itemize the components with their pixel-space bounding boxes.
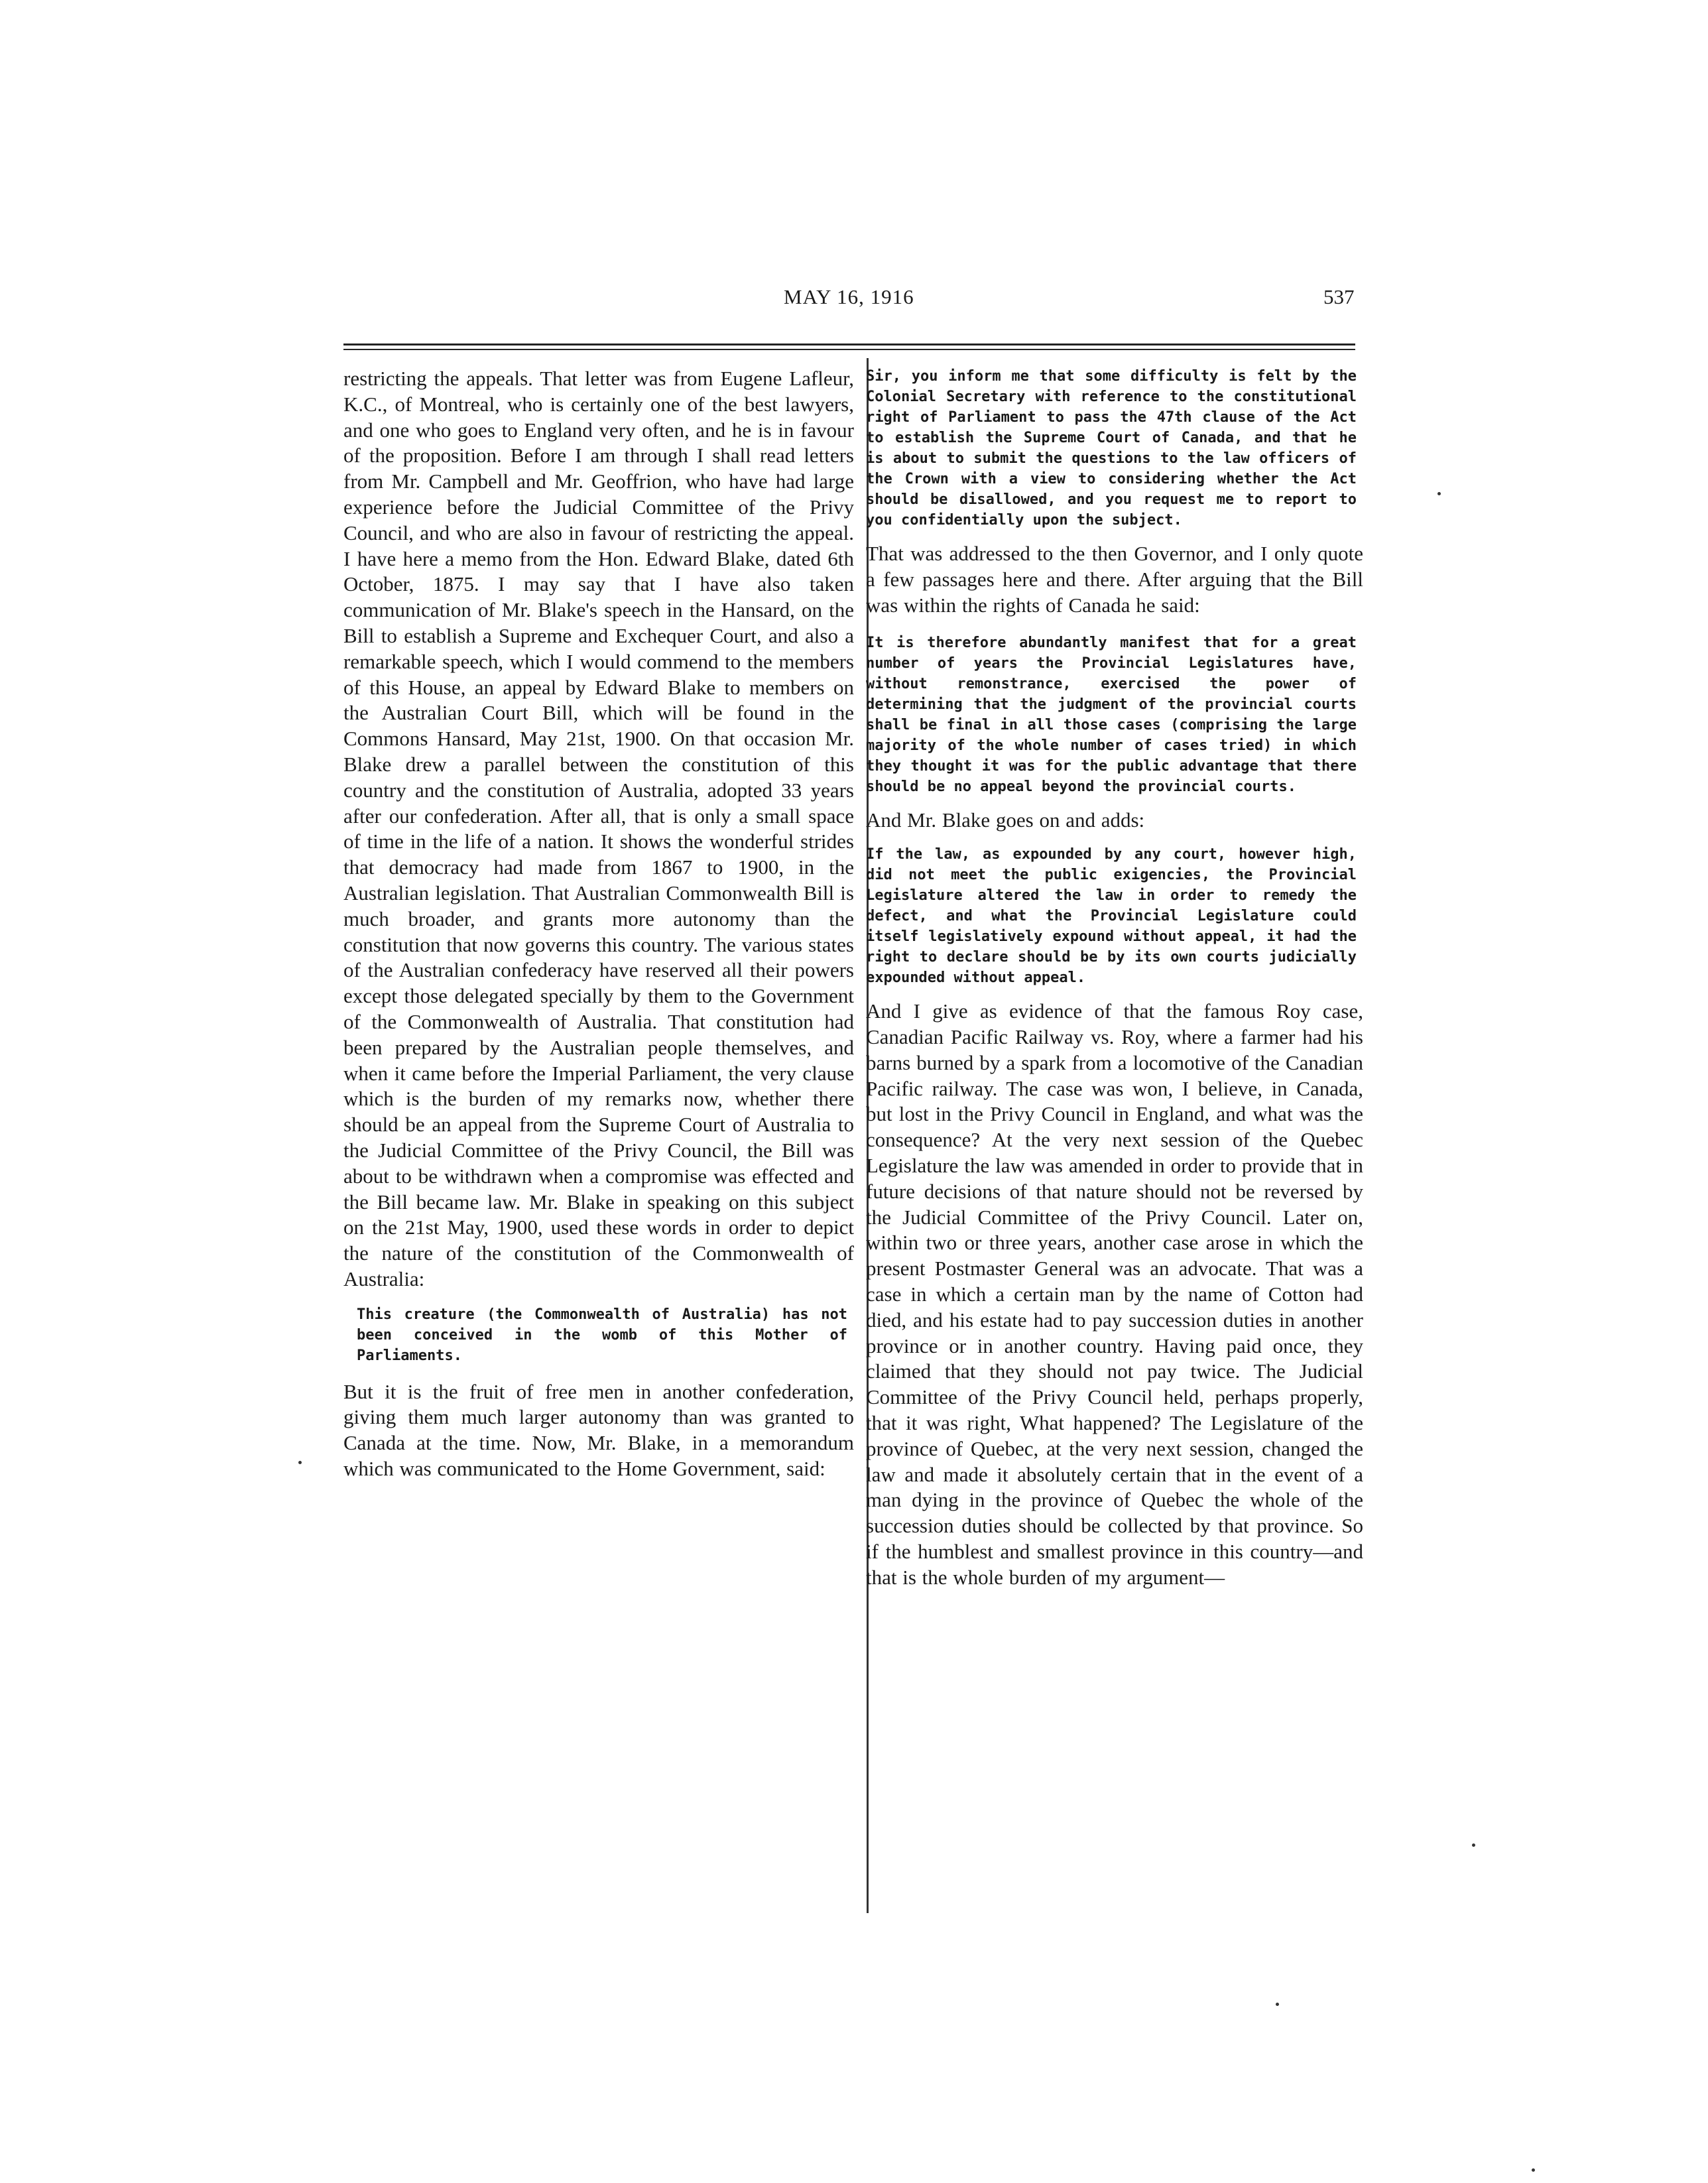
block-quote: Sir, you inform me that some difficulty is felt by the Colonial Secretary with reference to the constitutional right of Parliament to pass the 47th clause of the Act to establish the Supreme Court of Canada, and that he is about to submit the questions to the law officers of the Crown with a view to considering whether the Act should be disallowed, and you request me to report to you confidentially upon the subject.	[866, 368, 1357, 529]
page-date: MAY 16, 1916	[784, 285, 914, 308]
right-column	[866, 366, 1363, 1591]
scan-speck	[1437, 492, 1441, 495]
body-paragraph: And I give as evidence of that the famous Roy case, Canadian Pacific Railway vs. Roy, where a farmer had his barns burned by a spark from a locomotive of the Canadian Pacific railway. The case was won, I believe, in Canada, but lost in the Privy Council in England, and what was the consequence? At the very next session of the Quebec Legislature the law was amended in order to provide that in future decisions of that nature should not be reversed by the Judicial Committee of the Privy Council. Later on, within two or three years, another case arose in which the present Postmaster General was an advocate. That was a case in which a certain man by the name of Cotton had died, and his estate had to pay succession duties in another province or in another country. Having paid once, they claimed that they should not pay twice. The Judicial Committee of the Privy Council held, perhaps properly, that it was right, What happened? The Legislature of the province of Quebec, at the very next session, changed the law and made it absolutely certain that in the event of a man dying in the province of Quebec the whole of the succession duties should be collected by that province. So if the humblest and smallest province in this country—and that is the whole burden of my argument—	[866, 999, 1363, 1589]
body-paragraph: restricting the appeals. That letter was from Eugene Lafleur, K.C., of Montreal, who is certainly one of the best lawyers, and one who goes to England very often, and he is in favour of the proposition. Before I am through I shall read letters from Mr. Campbell and Mr. Geoffrion, who have had large experience before the Judicial Committee of the Privy Council, and who are also in favour of restricting the appeal. I have here a memo from the Hon. Edward Blake, dated 6th October, 1875. I may say that I have also taken communication of Mr. Blake's speech in the Hansard, on the Bill to establish a Supreme and Exchequer Court, and also a remarkable speech, which I would commend to the members of this House, an appeal by Edward Blake to members on the Australian Court Bill, which will be found in the Commons Hansard, May 21st, 1900. On that occasion Mr. Blake drew a parallel between the constitution of this country and the constitution of Australia, adopted 33 years after our confederation. After all, that is only a small space of time in the life of a nation. It shows the wonderful strides that democracy had made from 1867 to 1900, in the Australian legislation. That Australian Commonwealth Bill is much broader, and grants more autonomy than the constitution that now governs this country. The various states of the Australian confederacy have reserved all their powers except those delegated specially by them to the Government of the Commonwealth of Australia. That constitution had been prepared by the Australian people themselves, and when it came before the Imperial Parliament, the very clause which is the burden of my remarks now, whether there should be an appeal from the Supreme Court of Australia to the Judicial Committee of the Privy Council, the Bill was about to be withdrawn when a compromise was effected and the Bill became law. Mr. Blake in speaking on this subject on the 21st May, 1900, used these words in order to depict the nature of the constitution of the Commonwealth of Australia:	[343, 367, 854, 1290]
block-quote: It is therefore abundantly manifest that for a great number of years the Provincial Legislatures have, without remonstrance, exercised the power of determining that the judgment of the provincial courts shall be final in all those cases (comprising the large majority of the whole number of cases tried) in which they thought it was for the public advantage that there should be no appeal beyond the provincial courts.	[866, 635, 1357, 796]
header-rule	[343, 343, 1355, 350]
page-number: 537	[1323, 285, 1355, 308]
block-quote: If the law, as expounded by any court, however high, did not meet the public exigencies, the Provincial Legislature altered the law in order to remedy the defect, and what the Provincial Legislature could itself legislatively expound without appeal, it had the right to declare should be by its own courts judicially expounded without appeal.	[866, 846, 1357, 987]
body-paragraph: That was addressed to the then Governor, and I only quote a few passages here and there. After arguing that the Bill was within the rights of Canada he said:	[866, 542, 1363, 617]
scan-speck	[1472, 1843, 1475, 1847]
body-paragraph: But it is the fruit of free men in another confederation, giving them much larger autonomy than was granted to Canada at the time. Now, Mr. Blake, in a memorandum which was communicated to the Home Government, said:	[343, 1379, 854, 1481]
block-quote: This creature (the Commonwealth of Australia) has not been conceived in the womb of this Mother of Parliaments.	[357, 1306, 847, 1364]
body-paragraph: And Mr. Blake goes on and adds:	[866, 808, 1145, 832]
scan-speck	[1276, 2003, 1279, 2006]
scan-speck	[298, 1461, 302, 1464]
scan-speck	[1532, 2168, 1535, 2172]
left-column	[343, 366, 854, 1482]
